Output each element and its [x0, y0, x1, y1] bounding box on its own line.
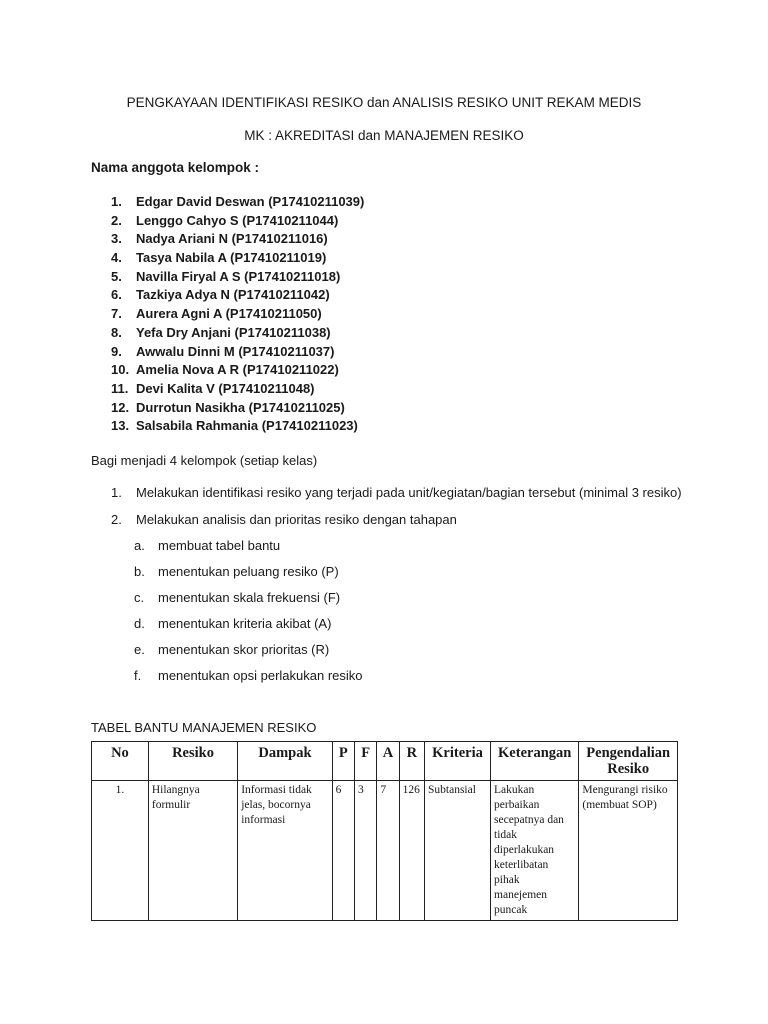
- list-item-number: 1.: [111, 194, 122, 209]
- subtask-letter: d.: [134, 616, 145, 631]
- cell-resiko: Hilangnya formulir: [148, 781, 237, 921]
- table-header-row: [92, 742, 678, 781]
- list-item-number: 6.: [111, 287, 122, 303]
- list-item-number: 10.: [111, 362, 130, 378]
- subtask-letter: e.: [134, 642, 145, 657]
- cell-dampak: Informasi tidak jelas, bocornya informasi: [238, 781, 332, 921]
- subtask-text: menentukan opsi perlakukan resiko: [158, 668, 363, 683]
- header-kriteria: Kriteria: [425, 742, 491, 781]
- risk-table: [91, 741, 678, 921]
- table-row: [92, 781, 678, 921]
- member-name: Durrotun Nasikha (P17410211025): [136, 399, 345, 415]
- list-item-number: 13.: [111, 418, 130, 434]
- header-resiko: Resiko: [148, 742, 237, 781]
- task-number: 2.: [111, 512, 122, 527]
- cell-f: 3: [354, 781, 376, 921]
- cell-r: 126: [399, 781, 424, 921]
- subtask-text: menentukan skala frekuensi (F): [158, 590, 341, 605]
- subtask-letter: c.: [134, 590, 145, 605]
- header-p: P: [332, 742, 354, 781]
- subtask-text: membuat tabel bantu: [158, 538, 281, 553]
- member-name: Devi Kalita V (P17410211048): [136, 380, 315, 396]
- header-pengendalian: Pengendalian Resiko: [579, 742, 678, 781]
- members-label: Nama anggota kelompok :: [91, 160, 260, 175]
- cell-p: 6: [332, 781, 354, 921]
- member-name: Awwalu Dinni M (P17410211037): [136, 343, 335, 359]
- member-name: Tazkiya Adya N (P17410211042): [136, 287, 330, 303]
- cell-keterangan: Lakukan perbaikan secepatnya dan tidak diperlakukan keterlibatan pihak manejemen puncak: [491, 781, 579, 921]
- subtask-letter: b.: [134, 564, 145, 579]
- group-instruction: Bagi menjadi 4 kelompok (setiap kelas): [91, 453, 318, 468]
- member-name: Lenggo Cahyo S (P17410211044): [136, 212, 339, 228]
- list-item-number: 8.: [111, 324, 122, 340]
- member-name: Aurera Agni A (P17410211050): [136, 306, 322, 322]
- header-r: R: [399, 742, 424, 781]
- cell-kriteria: Subtansial: [425, 781, 491, 921]
- subtask-text: menentukan skor prioritas (R): [158, 642, 330, 657]
- subtask-text: menentukan kriteria akibat (A): [158, 616, 332, 631]
- header-a: A: [377, 742, 399, 781]
- document-title: PENGKAYAAN IDENTIFIKASI RESIKO dan ANALISIS RESIKO UNIT REKAM MEDIS: [126, 95, 642, 110]
- header-keterangan: Keterangan: [491, 742, 579, 781]
- table-title: TABEL BANTU MANAJEMEN RESIKO: [91, 720, 317, 735]
- task-text: Melakukan identifikasi resiko yang terjadi pada unit/kegiatan/bagian tersebut (minimal 3 resiko): [136, 485, 682, 500]
- member-name: Edgar David Deswan (P17410211039): [136, 194, 365, 209]
- cell-no: 1.: [92, 781, 149, 921]
- subtask-letter: a.: [134, 538, 145, 553]
- member-name: Amelia Nova A R (P17410211022): [136, 362, 339, 378]
- task-number: 1.: [111, 485, 122, 500]
- subtask-letter: f.: [134, 668, 142, 683]
- member-name: Nadya Ariani N (P17410211016): [136, 231, 328, 247]
- list-item-number: 3.: [111, 231, 122, 247]
- task-text: Melakukan analisis dan prioritas resiko dengan tahapan: [136, 512, 457, 527]
- header-f: F: [354, 742, 376, 781]
- member-name: Yefa Dry Anjani (P17410211038): [136, 324, 331, 340]
- header-dampak: Dampak: [238, 742, 332, 781]
- cell-pengendalian: Mengurangi risiko (membuat SOP): [579, 781, 678, 921]
- list-item-number: 12.: [111, 399, 130, 415]
- list-item-number: 4.: [111, 250, 122, 266]
- header-no: No: [92, 742, 149, 781]
- list-item-number: 2.: [111, 212, 122, 228]
- list-item-number: 7.: [111, 306, 122, 322]
- list-item-number: 5.: [111, 268, 122, 284]
- member-name: Salsabila Rahmania (P17410211023): [136, 418, 358, 434]
- list-item-number: 9.: [111, 343, 122, 359]
- list-item-number: 11.: [111, 380, 129, 396]
- member-name: Tasya Nabila A (P17410211019): [136, 250, 327, 266]
- cell-a: 7: [377, 781, 399, 921]
- subtask-text: menentukan peluang resiko (P): [158, 564, 339, 579]
- member-name: Navilla Firyal A S (P17410211018): [136, 268, 341, 284]
- document-subtitle: MK : AKREDITASI dan MANAJEMEN RESIKO: [244, 128, 524, 143]
